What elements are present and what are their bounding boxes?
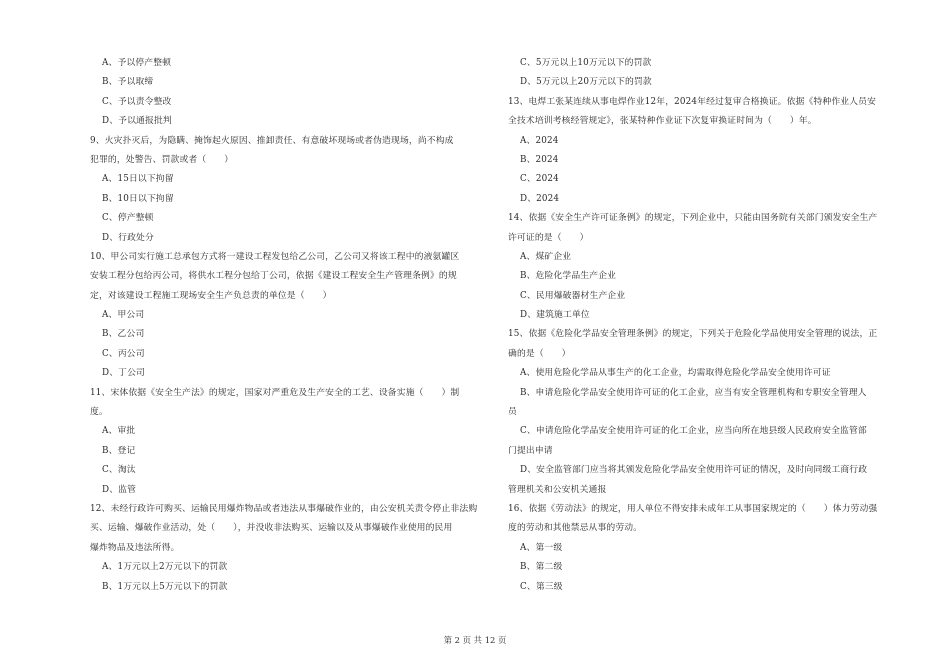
answer-option: C、申请危险化学品安全使用许可证的化工企业，应当向所在地县级人民政府安全监管部 [520,426,867,437]
answer-option: C、予以责令整改 [102,96,172,107]
text-continuation: 定，对该建设工程施工现场安全生产负总责的单位是（ ） [90,290,332,301]
answer-option: C、第三级 [520,581,563,592]
text-continuation: 全技术培训考核经管规定》，张某特种作业证下次复审换证时间为（ ）年。 [508,116,817,127]
text-continuation: 度。 [90,407,108,418]
answer-option: D、安全监管部门应当将其颁发危险化学品安全使用许可证的情况，及时向同级工商行政 [520,465,868,476]
answer-option: A、煤矿企业 [520,251,572,262]
text-continuation: 确的是（ ） [508,348,571,359]
answer-option: B、登记 [102,445,136,456]
answer-option: B、10日以下拘留 [102,193,174,204]
answer-option: A、第一级 [520,542,563,553]
answer-option: A、予以停产整顿 [102,58,172,68]
question-text: 10、甲公司实行施工总承包方式将一建设工程发包给乙公司，乙公司又将该工程中的液氨罐区 [90,251,460,262]
answer-option: C、2024 [520,174,559,185]
question-text: 12、未经行政许可购买、运输民用爆炸物品或者违法从事爆破作业的，由公安机关责令停止非法购 [90,503,478,514]
answer-option: A、1万元以上2万元以下的罚款 [102,562,228,573]
answer-option: A、审批 [102,426,136,437]
answer-option: D、5万元以上20万元以下的罚款 [520,77,652,88]
text-continuation: 管理机关和公安机关通报 [508,484,607,495]
text-continuation: 买、运输、爆破作业活动，处（ ），并没收非法购买、运输以及从事爆破作业使用的民用 [90,523,453,534]
answer-option: A、15日以下拘留 [102,174,174,185]
answer-option: B、1万元以上5万元以下的罚款 [102,581,228,592]
answer-option: B、申请危险化学品安全使用许可证的化工企业，应当有安全管理机构和专职安全管理人 [520,387,867,398]
answer-option: B、予以取缔 [102,77,154,88]
question-text: 15、依据《危险化学品安全管理条例》的规定，下列关于危险化学品使用安全管理的说法，正 [508,329,878,340]
answer-option: D、丁公司 [102,368,145,379]
answer-option: D、行政处分 [102,232,154,243]
answer-option: A、2024 [520,135,559,146]
page-footer: 第 2 页 共 12 页 [443,635,507,645]
answer-option: B、乙公司 [102,329,145,340]
answer-option: D、建筑施工单位 [520,310,590,321]
answer-option: C、民用爆破器材生产企业 [520,290,626,301]
answer-option: D、予以通报批判 [102,116,172,127]
text-continuation: 员 [508,407,517,418]
right-column [508,54,890,597]
answer-option: C、停产整顿 [102,213,154,224]
text-continuation: 安装工程分包给丙公司，将供水工程分包给丁公司，依据《建设工程安全生产管理条例》的规 [90,271,457,282]
answer-option: C、淘汰 [102,465,136,476]
text-continuation: 度的劳动和其他禁忌从事的劳动。 [508,523,643,534]
question-text: 11、宋体依据《安全生产法》的规定，国家对严重危及生产安全的工艺、设备实施（ ）制 [90,387,460,398]
text-continuation: 犯罪的，处警告、罚款或者（ ） [90,154,234,165]
question-text: 14、依据《安全生产许可证条例》的规定，下列企业中，只能由国务院有关部门颁发安全生产 [508,213,878,224]
left-column [90,54,488,597]
question-text: 9、火灾扑灭后，为隐瞒、掩饰起火原因、推卸责任、有意破坏现场或者伪造现场，尚不构成 [90,135,454,146]
answer-option: A、甲公司 [102,310,145,321]
text-continuation: 门提出申请 [508,445,553,456]
text-continuation: 爆炸物品及违法所得。 [90,542,180,553]
answer-option: C、5万元以上10万元以下的罚款 [520,58,652,68]
answer-option: C、丙公司 [102,348,145,359]
question-text: 13、电焊工张某连续从事电焊作业12年，2024年经过复审合格换证。依据《特种作业人员安 [508,96,877,107]
answer-option: B、2024 [520,154,559,165]
answer-option: B、第二级 [520,562,563,573]
answer-option: D、2024 [520,193,560,204]
text-continuation: 许可证的是（ ） [508,232,589,243]
answer-option: A、使用危险化学品从事生产的化工企业，均需取得危险化学品安全使用许可证 [520,368,831,379]
answer-option: D、监管 [102,484,137,495]
question-text: 16、依据《劳动法》的规定，用人单位不得安排未成年工从事国家规定的（ ）体力劳动强 [508,503,878,514]
answer-option: B、危险化学品生产企业 [520,271,617,282]
